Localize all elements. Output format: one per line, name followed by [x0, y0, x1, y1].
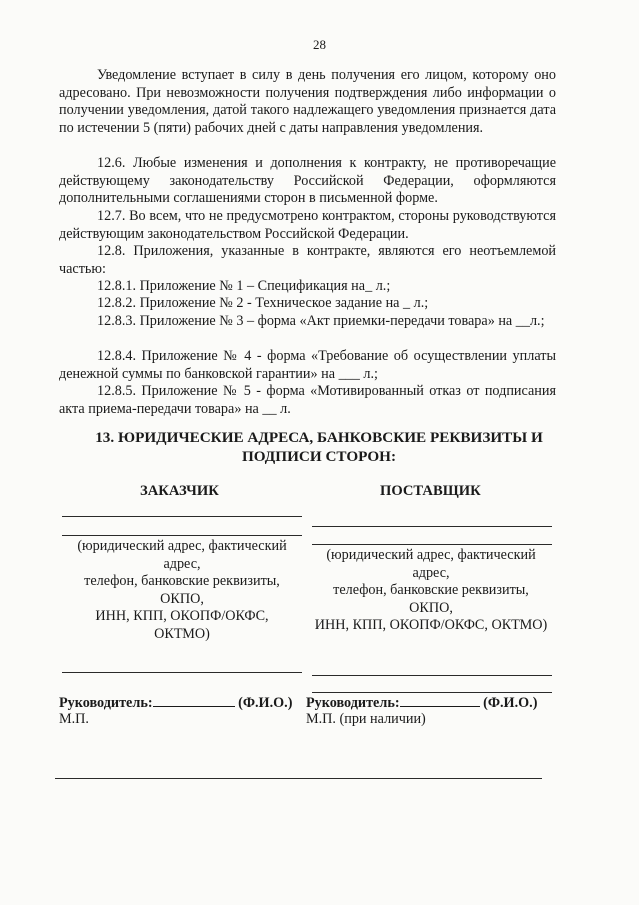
supplier-info-line: ОКПО,	[409, 599, 453, 616]
bottom-rule	[55, 778, 542, 779]
supplier-signature-area-line	[312, 675, 552, 676]
supplier-address-line	[312, 544, 552, 545]
supplier-info-line: телефон, банковские реквизиты,	[333, 582, 529, 599]
supplier-address-line	[312, 526, 552, 527]
section-heading-line: ПОДПИСИ СТОРОН:	[241, 448, 397, 465]
paragraph-text: 12.8.4. Приложение № 4 - форма «Требование об осуществлении уплаты денежной суммы по банковской гарантии» на ___ л.;	[59, 348, 556, 382]
customer-title: ЗАКАЗЧИК	[140, 483, 219, 499]
customer-info-line: ОКТМО)	[154, 625, 210, 642]
paragraph-12-7	[59, 208, 556, 243]
paragraph-12-8-5	[59, 383, 556, 418]
supplier-title: ПОСТАВЩИК	[380, 483, 481, 499]
supplier-signature-blank	[400, 694, 480, 707]
paragraph-text: 12.8.2. Приложение № 2 - Техническое задание на _ л.;	[97, 295, 429, 311]
customer-info	[62, 538, 302, 644]
page-number: 28	[313, 37, 326, 52]
customer-signature-blank	[153, 694, 235, 707]
customer-info-line: телефон, банковские реквизиты,	[84, 573, 280, 590]
customer-info-line: ИНН, КПП, ОКОПФ/ОКФС,	[95, 608, 269, 625]
paragraph-text: 12.8.1. Приложение № 1 – Спецификация на_ л.;	[97, 278, 391, 294]
customer-fio-label: (Ф.И.О.)	[238, 695, 293, 711]
paragraph-12-6	[59, 155, 556, 208]
supplier-info-line: ИНН, КПП, ОКОПФ/ОКФС, ОКТМО)	[314, 617, 548, 634]
supplier-signature-area-line	[312, 692, 552, 693]
section-heading-line: 13. ЮРИДИЧЕСКИЕ АДРЕСА, БАНКОВСКИЕ РЕКВИЗИТЫ И	[95, 429, 543, 446]
supplier-seal: М.П. (при наличии)	[306, 711, 426, 727]
customer-address-line	[62, 535, 302, 536]
paragraph-text: 12.8. Приложения, указанные в контракте, являются его неотъемлемой частью:	[59, 243, 556, 277]
supplier-info-line: адрес,	[412, 564, 450, 581]
paragraph-notification	[59, 67, 556, 137]
supplier-head-label: Руководитель:	[306, 695, 400, 711]
supplier-head-signature	[306, 694, 537, 712]
customer-info-line: (юридический адрес, фактический	[77, 538, 287, 554]
customer-info-line: ОКПО,	[160, 590, 204, 607]
paragraph-text: 12.8.3. Приложение № 3 – форма «Акт приемки-передачи товара» на __л.;	[97, 313, 545, 329]
paragraph-text: 12.6. Любые изменения и дополнения к контракту, не противоречащие действующему законодательству Российской Федерации, оформляются дополнительными соглашениями сторон в письменной форме.	[59, 155, 556, 207]
supplier-info-line: (юридический адрес, фактический	[326, 547, 536, 563]
paragraph-12-8-3	[59, 313, 556, 331]
paragraph-12-8-2	[59, 295, 556, 313]
paragraph-text: 12.8.5. Приложение № 5 - форма «Мотивированный отказ от подписания акта приема-передачи товара» на __ л.	[59, 383, 556, 417]
paragraph-text: Уведомление вступает в силу в день получения его лицом, которому оно адресовано. При невозможности получения подтверждения либо информации о получении уведомления, датой такого надлежащего уведомления признается дата по истечении 5 (пяти) рабочих дней с даты направления уведомления.	[59, 67, 556, 136]
supplier-fio-label: (Ф.И.О.)	[483, 695, 538, 711]
section-heading	[59, 428, 579, 466]
paragraph-12-8-1	[59, 278, 556, 296]
customer-info-line: адрес,	[163, 555, 201, 572]
customer-seal: М.П.	[59, 711, 89, 727]
customer-head-label: Руководитель:	[59, 695, 153, 711]
paragraph-text: 12.7. Во всем, что не предусмотрено контрактом, стороны руководствуются действующим законодательством Российской Федерации.	[59, 208, 556, 242]
customer-head-signature	[59, 694, 292, 712]
paragraph-12-8-4	[59, 348, 556, 383]
supplier-info	[306, 547, 556, 635]
customer-signature-area-line	[62, 672, 302, 673]
paragraph-12-8	[59, 243, 556, 278]
customer-address-line	[62, 516, 302, 517]
